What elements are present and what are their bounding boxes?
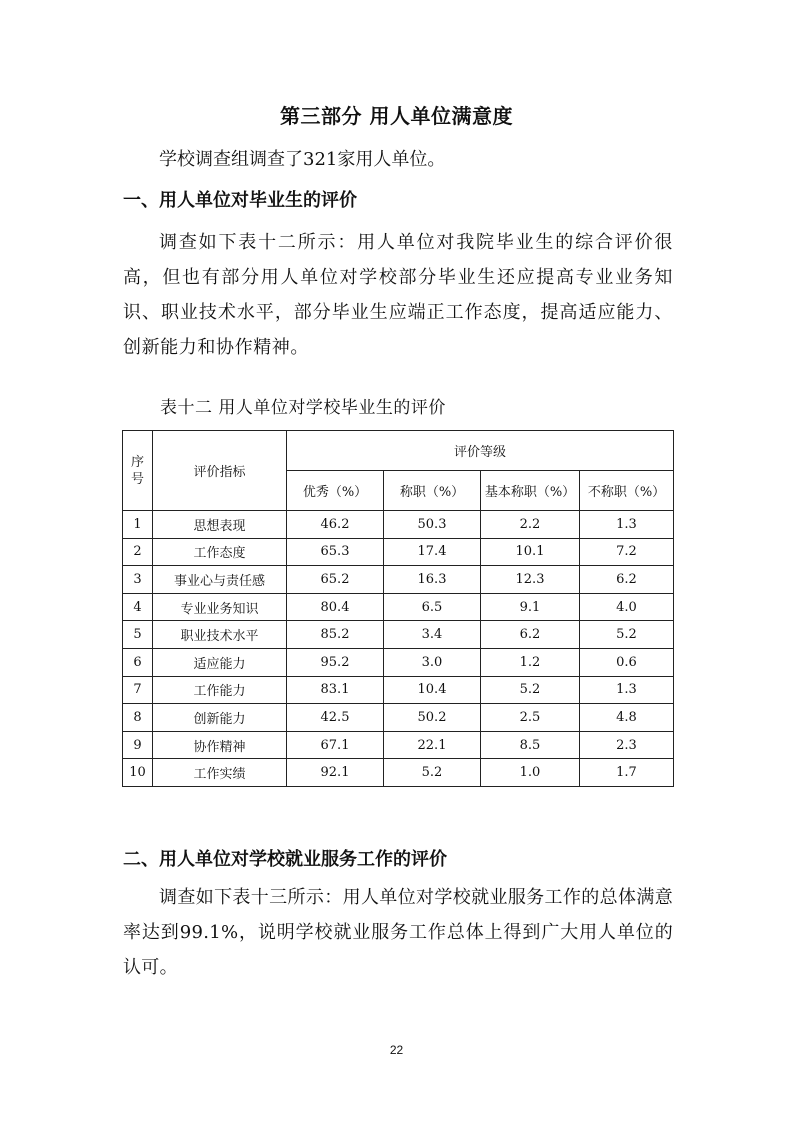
section2-paragraph: 调查如下表十三所示：用人单位对学校就业服务工作的总体满意率达到99.1%，说明学校就业服务工作总体上得到广大用人单位的认可。: [123, 887, 673, 978]
section1-heading: 一、用人单位对毕业生的评价: [123, 190, 357, 211]
table-row: [123, 759, 674, 787]
table-cell: 80.4: [287, 593, 384, 621]
table-row: [123, 676, 674, 704]
table-cell: 22.1: [384, 731, 481, 759]
table-cell: 1: [123, 511, 153, 539]
header-indicator: 评价指标: [153, 431, 287, 511]
table-cell: 10: [123, 759, 153, 787]
table-cell: 0.6: [580, 648, 674, 676]
table-cell: 95.2: [287, 648, 384, 676]
table-cell: 2.3: [580, 731, 674, 759]
table-cell: 1.7: [580, 759, 674, 787]
table-caption: 表十二 用人单位对学校毕业生的评价: [160, 398, 446, 418]
table-cell: 9.1: [481, 593, 580, 621]
table-cell: 85.2: [287, 621, 384, 649]
table-cell: 4.8: [580, 704, 674, 732]
table-cell: 1.3: [580, 511, 674, 539]
table-cell: 工作能力: [153, 676, 287, 704]
table-cell: 50.3: [384, 511, 481, 539]
table-cell: 协作精神: [153, 731, 287, 759]
header-grade-3: 不称职（%）: [580, 471, 674, 511]
table-cell: 事业心与责任感: [153, 566, 287, 594]
table-cell: 10.1: [481, 538, 580, 566]
table-cell: 1.2: [481, 648, 580, 676]
table-cell: 65.2: [287, 566, 384, 594]
header-grade-group: 评价等级: [287, 431, 674, 471]
page-number: 22: [389, 1043, 404, 1057]
table-row: [123, 593, 674, 621]
table-row: [123, 538, 674, 566]
header-grade-0: 优秀（%）: [287, 471, 384, 511]
table-cell: 3: [123, 566, 153, 594]
table-cell: 2.5: [481, 704, 580, 732]
table-row: [123, 621, 674, 649]
table-cell: 适应能力: [153, 648, 287, 676]
table-row: [123, 648, 674, 676]
table-cell: 3.4: [384, 621, 481, 649]
table-cell: 12.3: [481, 566, 580, 594]
table-cell: 职业技术水平: [153, 621, 287, 649]
table-cell: 6.5: [384, 593, 481, 621]
table-cell: 5.2: [481, 676, 580, 704]
table-cell: 6.2: [481, 621, 580, 649]
table-cell: 65.3: [287, 538, 384, 566]
table-cell: 16.3: [384, 566, 481, 594]
table-body: [123, 511, 674, 787]
table-cell: 8.5: [481, 731, 580, 759]
table-cell: 5: [123, 621, 153, 649]
table-cell: 专业业务知识: [153, 593, 287, 621]
evaluation-table: [122, 430, 674, 787]
table-row: [123, 511, 674, 539]
table-cell: 工作实绩: [153, 759, 287, 787]
table-cell: 5.2: [384, 759, 481, 787]
part-title: 第三部分 用人单位满意度: [280, 104, 513, 128]
table-cell: 5.2: [580, 621, 674, 649]
table-cell: 67.1: [287, 731, 384, 759]
table-cell: 7: [123, 676, 153, 704]
table-cell: 6.2: [580, 566, 674, 594]
table-row: [123, 704, 674, 732]
table-cell: 83.1: [287, 676, 384, 704]
table-cell: 1.3: [580, 676, 674, 704]
table-cell: 6: [123, 648, 153, 676]
table-cell: 创新能力: [153, 704, 287, 732]
intro-paragraph: 学校调查组调查了321家用人单位。: [159, 149, 446, 170]
table-cell: 9: [123, 731, 153, 759]
table-cell: 92.1: [287, 759, 384, 787]
table-cell: 4: [123, 593, 153, 621]
table-cell: 2.2: [481, 511, 580, 539]
table-cell: 10.4: [384, 676, 481, 704]
table-row: [123, 731, 674, 759]
header-grade-1: 称职（%）: [384, 471, 481, 511]
table-cell: 1.0: [481, 759, 580, 787]
table-cell: 7.2: [580, 538, 674, 566]
table-cell: 工作态度: [153, 538, 287, 566]
header-grade-2: 基本称职（%）: [481, 471, 580, 511]
table-cell: 17.4: [384, 538, 481, 566]
header-index: 序号: [123, 431, 153, 511]
table-cell: 3.0: [384, 648, 481, 676]
section1-paragraph: 调查如下表十二所示：用人单位对我院毕业生的综合评价很高，但也有部分用人单位对学校部分毕业生还应提高专业业务知识、职业技术水平，部分毕业生应端正工作态度，提高适应能力、创新能力和协作精神。: [123, 232, 673, 358]
table-cell: 46.2: [287, 511, 384, 539]
table-cell: 思想表现: [153, 511, 287, 539]
table-cell: 50.2: [384, 704, 481, 732]
table-cell: 8: [123, 704, 153, 732]
section2-heading: 二、用人单位对学校就业服务工作的评价: [123, 849, 447, 870]
table-cell: 42.5: [287, 704, 384, 732]
table-row: [123, 566, 674, 594]
table-cell: 4.0: [580, 593, 674, 621]
table-cell: 2: [123, 538, 153, 566]
